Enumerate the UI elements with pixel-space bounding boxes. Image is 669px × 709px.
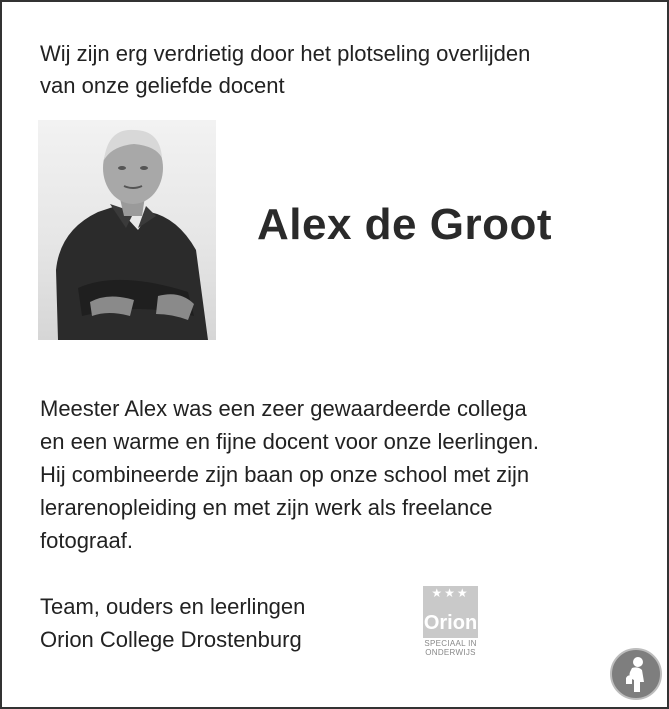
intro-line-1: Wij zijn erg verdrietig door het plotseling overlijden [40, 41, 531, 66]
logo-subtitle-line-1: SPECIAAL IN [424, 639, 477, 648]
body-line-3: Hij combineerde zijn baan op onze school met zijn [40, 462, 530, 487]
body-line-5: fotograaf. [40, 528, 133, 553]
deceased-name: Alex de Groot [257, 200, 552, 249]
signature-line-2: Orion College Drostenburg [40, 627, 302, 652]
intro-text [40, 38, 530, 102]
body-line-4: lerarenopleiding en met zijn werk als freelance [40, 495, 493, 520]
figure-icon [612, 650, 660, 698]
logo-subtitle-line-2: ONDERWIJS [425, 648, 476, 657]
portrait-illustration [38, 120, 216, 340]
logo-subtitle [423, 639, 478, 657]
orion-logo [423, 586, 478, 664]
logo-word: Orion [423, 612, 478, 634]
logo-stars: ★★★ [431, 586, 470, 600]
portrait-photo [38, 120, 216, 340]
mourning-icon [610, 648, 662, 700]
body-line-2: en een warme en fijne docent voor onze leerlingen. [40, 429, 539, 454]
signature-line-1: Team, ouders en leerlingen [40, 594, 306, 619]
body-text [40, 392, 539, 557]
signature [40, 590, 305, 656]
body-line-1: Meester Alex was een zeer gewaardeerde collega [40, 396, 527, 421]
intro-line-2: van onze geliefde docent [40, 73, 285, 98]
